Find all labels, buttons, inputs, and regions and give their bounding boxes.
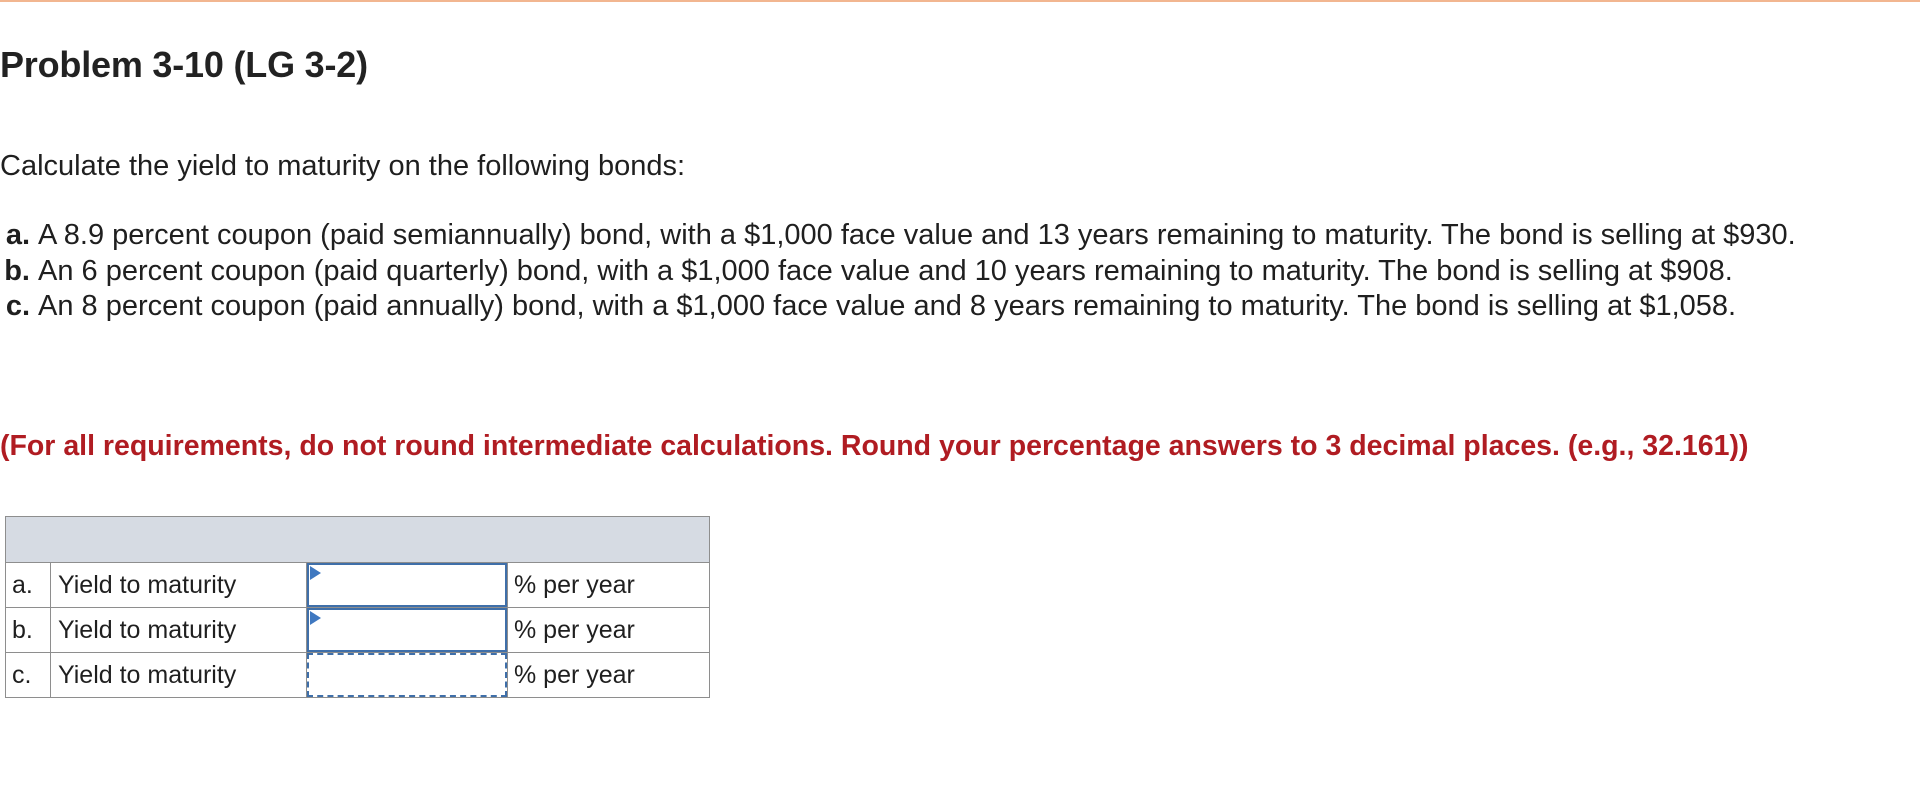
row-letter: a. <box>6 563 51 608</box>
rounding-instruction: (For all requirements, do not round intermediate calculations. Round your percentage answers to 3 decimal places. (e.g., 32.161)) <box>0 430 1749 462</box>
yield-to-maturity-c-input[interactable] <box>307 653 507 697</box>
answer-table-header <box>6 517 710 563</box>
row-label: Yield to maturity <box>51 608 307 653</box>
row-letter: b. <box>6 608 51 653</box>
row-unit: % per year <box>508 653 710 698</box>
answer-table-header-row <box>6 517 710 563</box>
problem-title: Problem 3-10 (LG 3-2) <box>0 44 368 85</box>
answer-input-cell <box>307 653 508 698</box>
answer-input-cell <box>307 563 508 608</box>
requirement-text: A 8.9 percent coupon (paid semiannually) bond, with a $1,000 face value and 13 years remaining to maturity. The bond is selling at $930. <box>38 219 1796 251</box>
requirement-item-b <box>0 254 1890 290</box>
row-unit: % per year <box>508 608 710 653</box>
answer-row-a <box>6 563 710 608</box>
requirements-list <box>0 218 1890 325</box>
requirement-letter: a. <box>5 219 30 251</box>
top-accent-line <box>0 0 1920 2</box>
row-label: Yield to maturity <box>51 653 307 698</box>
yield-to-maturity-a-input[interactable] <box>307 563 507 607</box>
answer-table <box>5 516 710 698</box>
row-label: Yield to maturity <box>51 563 307 608</box>
answer-input-cell <box>307 608 508 653</box>
requirement-letter: c. <box>5 290 30 322</box>
answer-row-b <box>6 608 710 653</box>
requirement-item-a <box>0 218 1890 254</box>
yield-to-maturity-b-input[interactable] <box>307 608 507 652</box>
requirement-text: An 8 percent coupon (paid annually) bond, with a $1,000 face value and 8 years remaining to maturity. The bond is selling at $1,058. <box>38 290 1737 322</box>
requirement-letter: b. <box>4 254 30 287</box>
row-unit: % per year <box>508 563 710 608</box>
row-letter: c. <box>6 653 51 698</box>
answer-row-c <box>6 653 710 698</box>
problem-intro: Calculate the yield to maturity on the following bonds: <box>0 150 686 182</box>
requirement-item-c <box>0 289 1890 325</box>
requirement-text: An 6 percent coupon (paid quarterly) bond, with a $1,000 face value and 10 years remaining to maturity. The bond is selling at $908. <box>38 254 1733 287</box>
